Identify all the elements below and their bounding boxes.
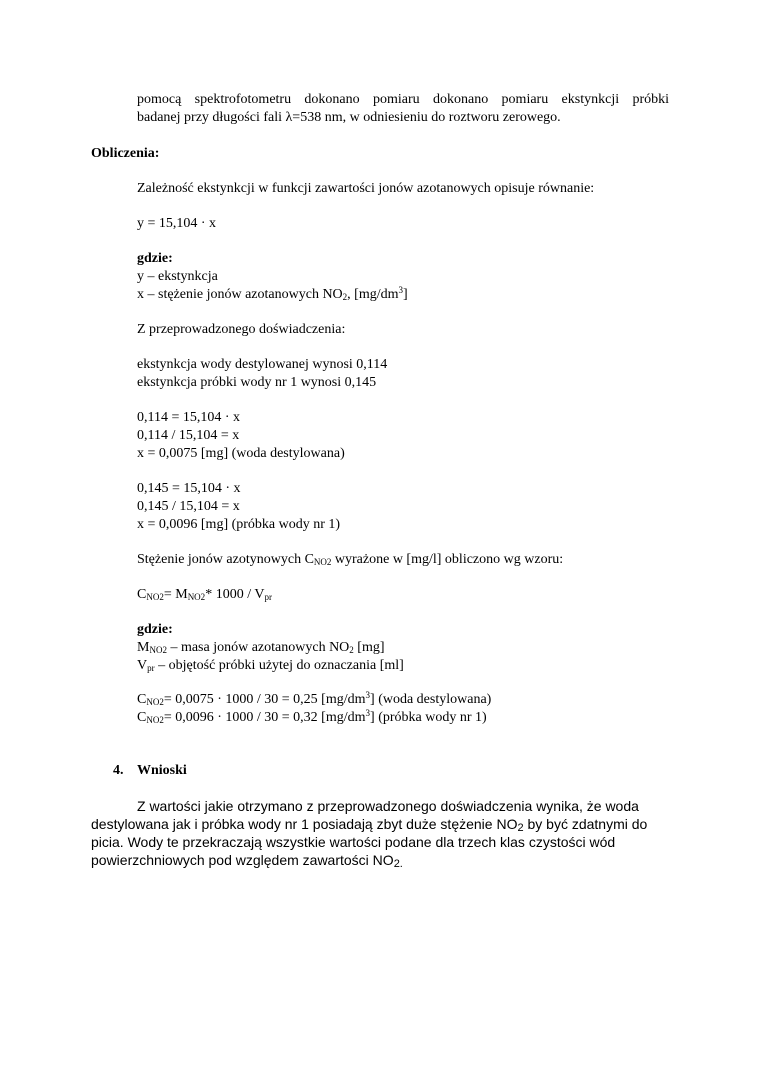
calc1-line-c: x = 0,0075 [mg] (woda destylowana) — [137, 446, 345, 461]
calc1-line-b: 0,114 / 15,104 = x — [137, 428, 240, 443]
wnioski-line-4: powierzchniowych pod względem zawartości $NO_{2.}$ — [91, 852, 403, 870]
intro-line-1: pomocą spektrofotometru dokonano pomiaru dokonano pomiaru ekstynkcji próbki — [137, 92, 669, 107]
calc2-line-b: 0,145 / 15,104 = x — [137, 499, 240, 514]
y-definition: y – ekstynkcja — [137, 269, 218, 284]
gdzie-label-2: gdzie: — [137, 622, 173, 637]
result-sample: $C_{NO2}= 0,0096 \cdot 1000 / 30 = 0,32$ $[mg/dm^3]$ (próbka wody nr 1) — [137, 708, 487, 725]
calc2-line-a: 0,145 = 15,104 · x — [137, 481, 241, 496]
gdzie-label-1: gdzie: — [137, 251, 173, 266]
calc1-line-a: 0,114 = 15,104 · x — [137, 410, 241, 425]
equation-intro: Zależność ekstynkcji w funkcji zawartości jonów azotanowych opisuje równanie: — [137, 181, 595, 196]
wnioski-line-3: picia. Wody te przekraczają wszystkie wartości podane dla trzech klas czystości wód — [91, 834, 616, 850]
equation: y = 15,104 · x — [137, 216, 217, 231]
result-water: $C_{NO2}= 0,0075 \cdot 1000 / 30 = 0,25$ $[mg/dm^3]$ (woda destylowana) — [137, 690, 492, 707]
wnioski-line-2: destylowana jak i próbka wody nr 1 posiadają zbyt duże stężenie $NO_2$ by być zdatnymi do — [91, 816, 648, 834]
intro-line-2: badanej przy długości fali λ=538 nm, w odniesieniu do roztworu zerowego. — [137, 110, 561, 125]
x-definition: x – stężenie jonów azotanowych $NO_2$, $[mg/dm^3]$ — [137, 285, 408, 302]
calc2-line-c: x = 0,0096 [mg] (próbka wody nr 1) — [137, 517, 341, 532]
experiment-intro: Z przeprowadzonego doświadczenia: — [137, 322, 346, 337]
concentration-intro: Stężenie jonów azotynowych $C_{NO2}$ wyrażone w [mg/l] obliczono wg wzoru: — [137, 552, 564, 567]
wnioski-line-1: Z wartości jakie otrzymano z przeprowadzonego doświadczenia wynika, że woda — [137, 798, 639, 814]
volume-definition: $V_{pr}$ – objętość próbki użytej do oznaczania [ml] — [137, 658, 404, 673]
obliczenia-heading: Obliczenia: — [91, 146, 160, 161]
wnioski-number: 4. — [113, 763, 124, 778]
extinction-sample: ekstynkcja próbki wody nr 1 wynosi 0,145 — [137, 375, 377, 390]
concentration-formula: $C_{NO2}= M_{NO2}*$ $1000 / V_{pr}$ — [137, 587, 272, 602]
extinction-water: ekstynkcja wody destylowanej wynosi 0,114 — [137, 357, 388, 372]
wnioski-heading: Wnioski — [137, 763, 187, 778]
mass-definition: $M_{NO2}$ – masa jonów azotanowych $NO_2$ [mg] — [137, 640, 385, 655]
